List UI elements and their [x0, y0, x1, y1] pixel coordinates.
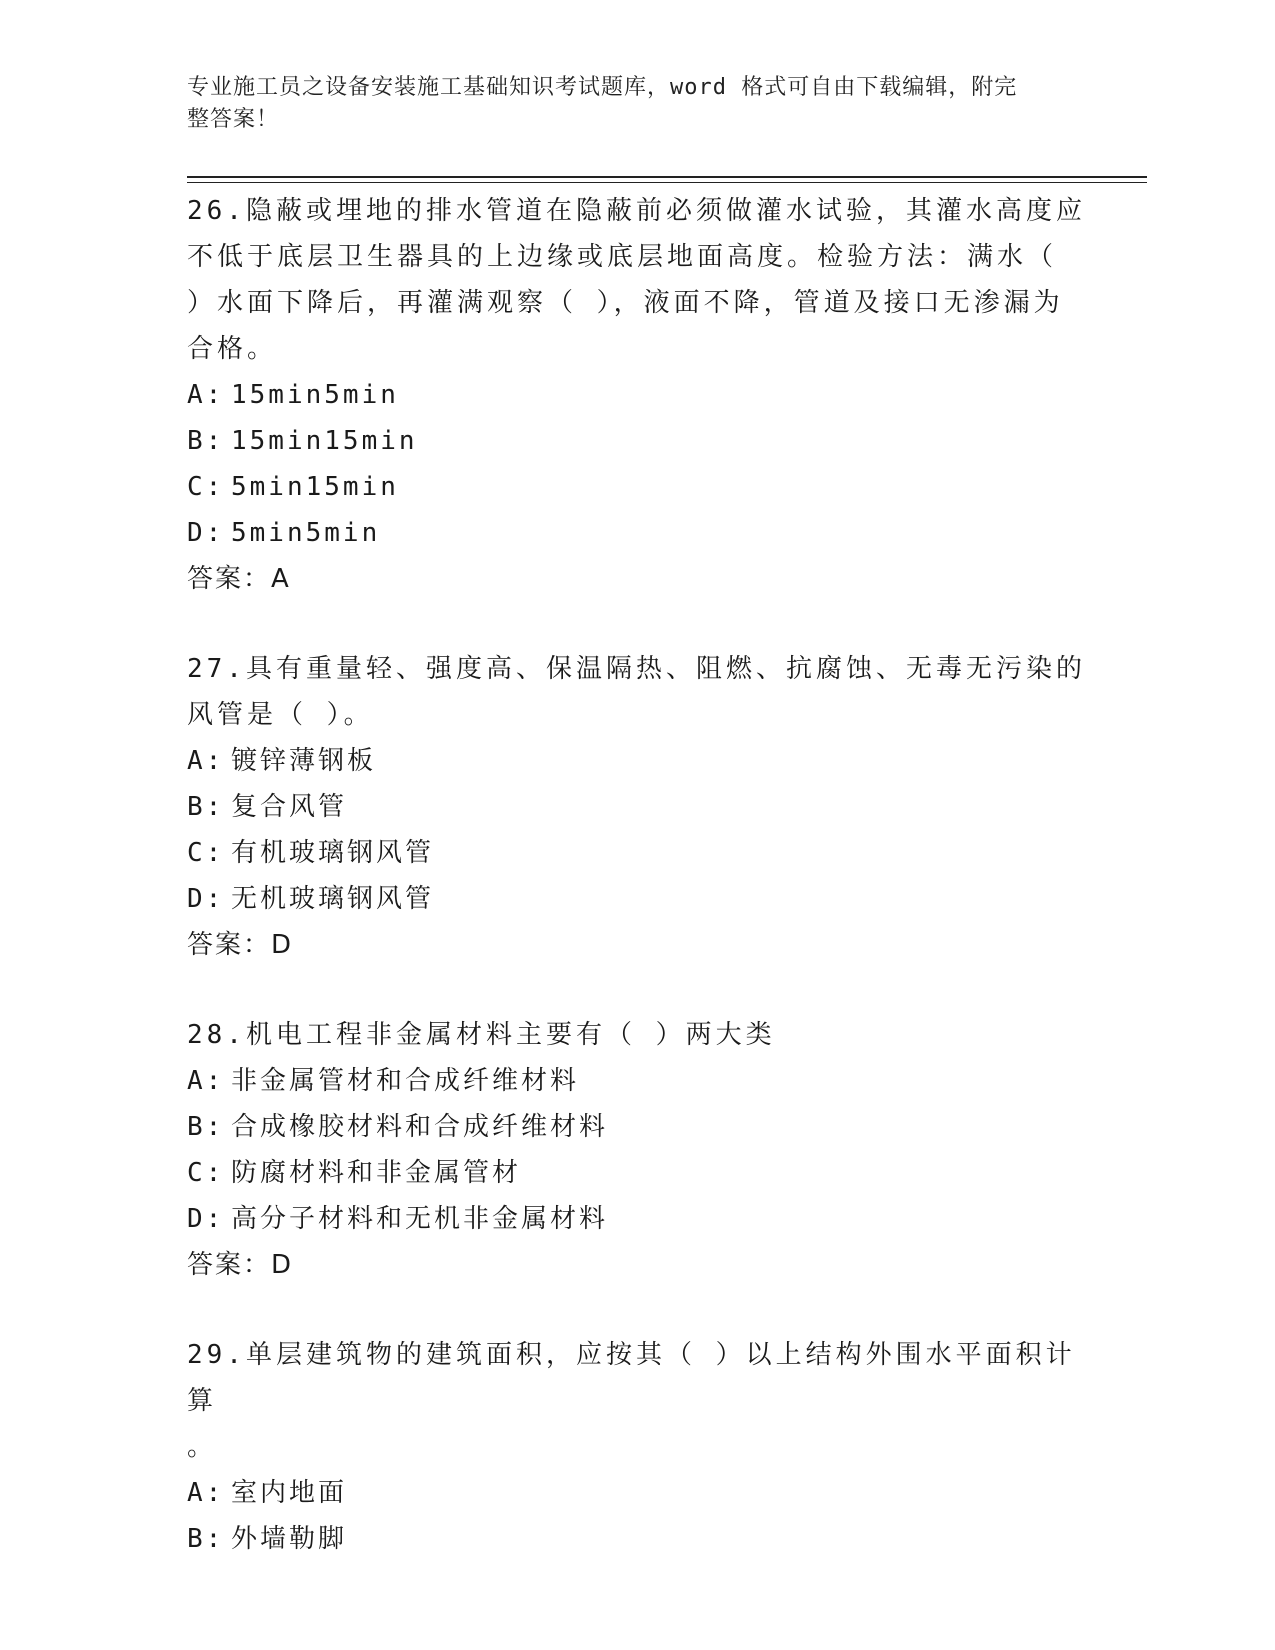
question-28 — [187, 1012, 1087, 1288]
question-text: 29.单层建筑物的建筑面积，应按其（ ）以上结构外围水平面积计算 。 — [187, 1340, 1076, 1462]
option-d — [187, 510, 1087, 556]
document-header — [187, 72, 1067, 136]
question-text: 26.隐蔽或埋地的排水管道在隐蔽前必须做灌水试验，其灌水高度应不低于底层卫生器具的上边缘或底层地面高度。检验方法：满水（ ）水面下降后，再灌满观察（ ），液面不降，管道及接口无渗漏为合格。 — [187, 196, 1086, 364]
option-key: A: — [187, 1478, 225, 1508]
option-a — [187, 1058, 1087, 1104]
option-key: A: — [187, 746, 225, 776]
option-key: B: — [187, 426, 225, 456]
option-text: 复合风管 — [231, 792, 348, 822]
option-key: B: — [187, 792, 225, 822]
header-divider-thin — [187, 182, 1147, 183]
option-c — [187, 464, 1087, 510]
option-d — [187, 1196, 1087, 1242]
option-b — [187, 784, 1087, 830]
option-text: 非金属管材和合成纤维材料 — [231, 1066, 580, 1096]
answer-line: 答案：D — [187, 1250, 294, 1280]
question-text: 28.机电工程非金属材料主要有（ ）两大类 — [187, 1020, 776, 1050]
option-b — [187, 1516, 1087, 1562]
answer-line: 答案：A — [187, 564, 291, 594]
option-c — [187, 830, 1087, 876]
option-text: 镀锌薄钢板 — [231, 746, 377, 776]
option-key: A: — [187, 1066, 225, 1096]
option-text: 防腐材料和非金属管材 — [231, 1158, 522, 1188]
question-27 — [187, 646, 1087, 968]
option-text: 室内地面 — [231, 1478, 348, 1508]
option-d — [187, 876, 1087, 922]
option-text: 15min15min — [231, 426, 418, 456]
option-text: 5min5min — [231, 518, 381, 548]
header-divider-thick — [187, 176, 1147, 178]
option-text: 外墙勒脚 — [231, 1524, 348, 1554]
option-text: 合成橡胶材料和合成纤维材料 — [231, 1112, 609, 1142]
option-key: B: — [187, 1524, 225, 1554]
option-key: C: — [187, 1158, 225, 1188]
option-a — [187, 372, 1087, 418]
question-26 — [187, 188, 1087, 602]
option-text: 高分子材料和无机非金属材料 — [231, 1204, 609, 1234]
option-a — [187, 1470, 1087, 1516]
option-text: 15min5min — [231, 380, 399, 410]
question-29 — [187, 1332, 1087, 1562]
header-line-2: 整答案！ — [187, 107, 280, 132]
question-text: 27.具有重量轻、强度高、保温隔热、阻燃、抗腐蚀、无毒无污染的风管是（ ）。 — [187, 654, 1086, 730]
option-c — [187, 1150, 1087, 1196]
answer-line: 答案：D — [187, 930, 294, 960]
option-key: B: — [187, 1112, 225, 1142]
option-key: A: — [187, 380, 225, 410]
option-text: 无机玻璃钢风管 — [231, 884, 435, 914]
option-text: 有机玻璃钢风管 — [231, 838, 435, 868]
option-key: D: — [187, 1204, 225, 1234]
option-key: C: — [187, 838, 225, 868]
option-a — [187, 738, 1087, 784]
option-b — [187, 1104, 1087, 1150]
option-key: D: — [187, 884, 225, 914]
option-b — [187, 418, 1087, 464]
option-key: D: — [187, 518, 225, 548]
option-text: 5min15min — [231, 472, 399, 502]
header-line-1: 专业施工员之设备安装施工基础知识考试题库，word 格式可自由下载编辑，附完 — [187, 75, 1018, 100]
option-key: C: — [187, 472, 225, 502]
question-list — [187, 188, 1087, 1606]
